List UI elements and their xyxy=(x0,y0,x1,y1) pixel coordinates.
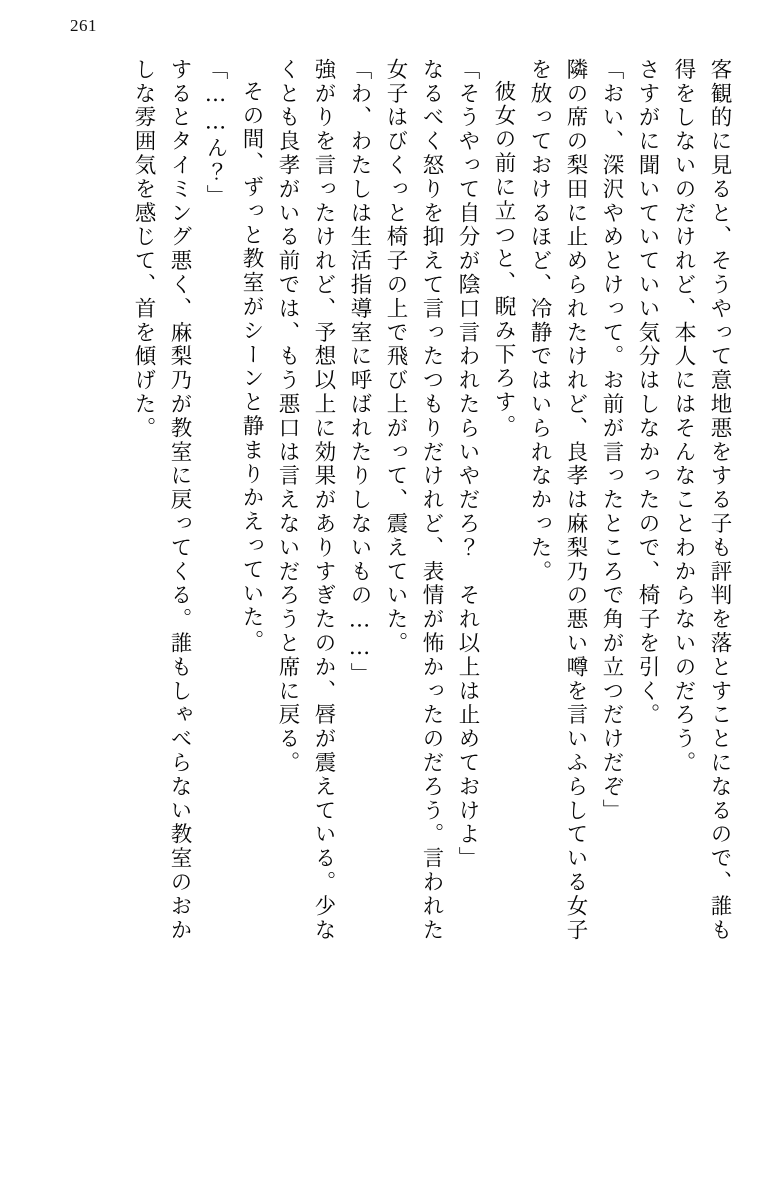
text-line: 強がりを言ったけれど、予想以上に効果がありすぎたのか、唇が震えている。少な xyxy=(311,58,336,943)
text-line: するとタイミング悪く、麻梨乃が教室に戻ってくる。誰もしゃべらない教室のおか xyxy=(167,58,192,943)
text-line: 「おい、深沢やめとけって。お前が言ったところで角が立つだけだぞ」 xyxy=(599,58,624,823)
text-line: 「そうやって自分が陰口言われたらいやだろ？ それ以上は止めておけよ」 xyxy=(455,58,480,871)
text-line: を放っておけるほど、冷静ではいられなかった。 xyxy=(527,58,552,584)
page-number: 261 xyxy=(70,16,97,35)
text-line: 隣の席の梨田に止められたけれど、良孝は麻梨乃の悪い噂を言いふらしている女子 xyxy=(563,58,588,943)
text-line: 「わ、わたしは生活指導室に呼ばれたりしないもの……」 xyxy=(347,58,372,687)
text-line: くとも良孝がいる前では、もう悪口は言えないだろうと席に戻る。 xyxy=(275,58,300,775)
text-line: 女子はびくっと椅子の上で飛び上がって、震えていた。 xyxy=(383,58,408,656)
text-line: 彼女の前に立つと、睨み下ろす。 xyxy=(491,80,516,439)
vertical-text-body xyxy=(44,58,730,1178)
text-line: 得をしないのだけれど、本人にはそんなことわからないのだろう。 xyxy=(671,58,696,775)
text-line: なるべく怒りを抑えて言ったつもりだけれど、表情が怖かったのだろう。言われた xyxy=(419,58,444,943)
text-line: さすがに聞いていていい気分はしなかったので、椅子を引く。 xyxy=(635,58,660,728)
text-line: しな雰囲気を感じて、首を傾げた。 xyxy=(131,58,156,441)
text-line: その間、ずっと教室がシーンと静まりかえっていた。 xyxy=(239,80,264,654)
text-line: 客観的に見ると、そうやって意地悪をする子も評判を落とすことになるので、誰も xyxy=(707,58,732,943)
text-line: 「……ん？」 xyxy=(203,58,228,209)
